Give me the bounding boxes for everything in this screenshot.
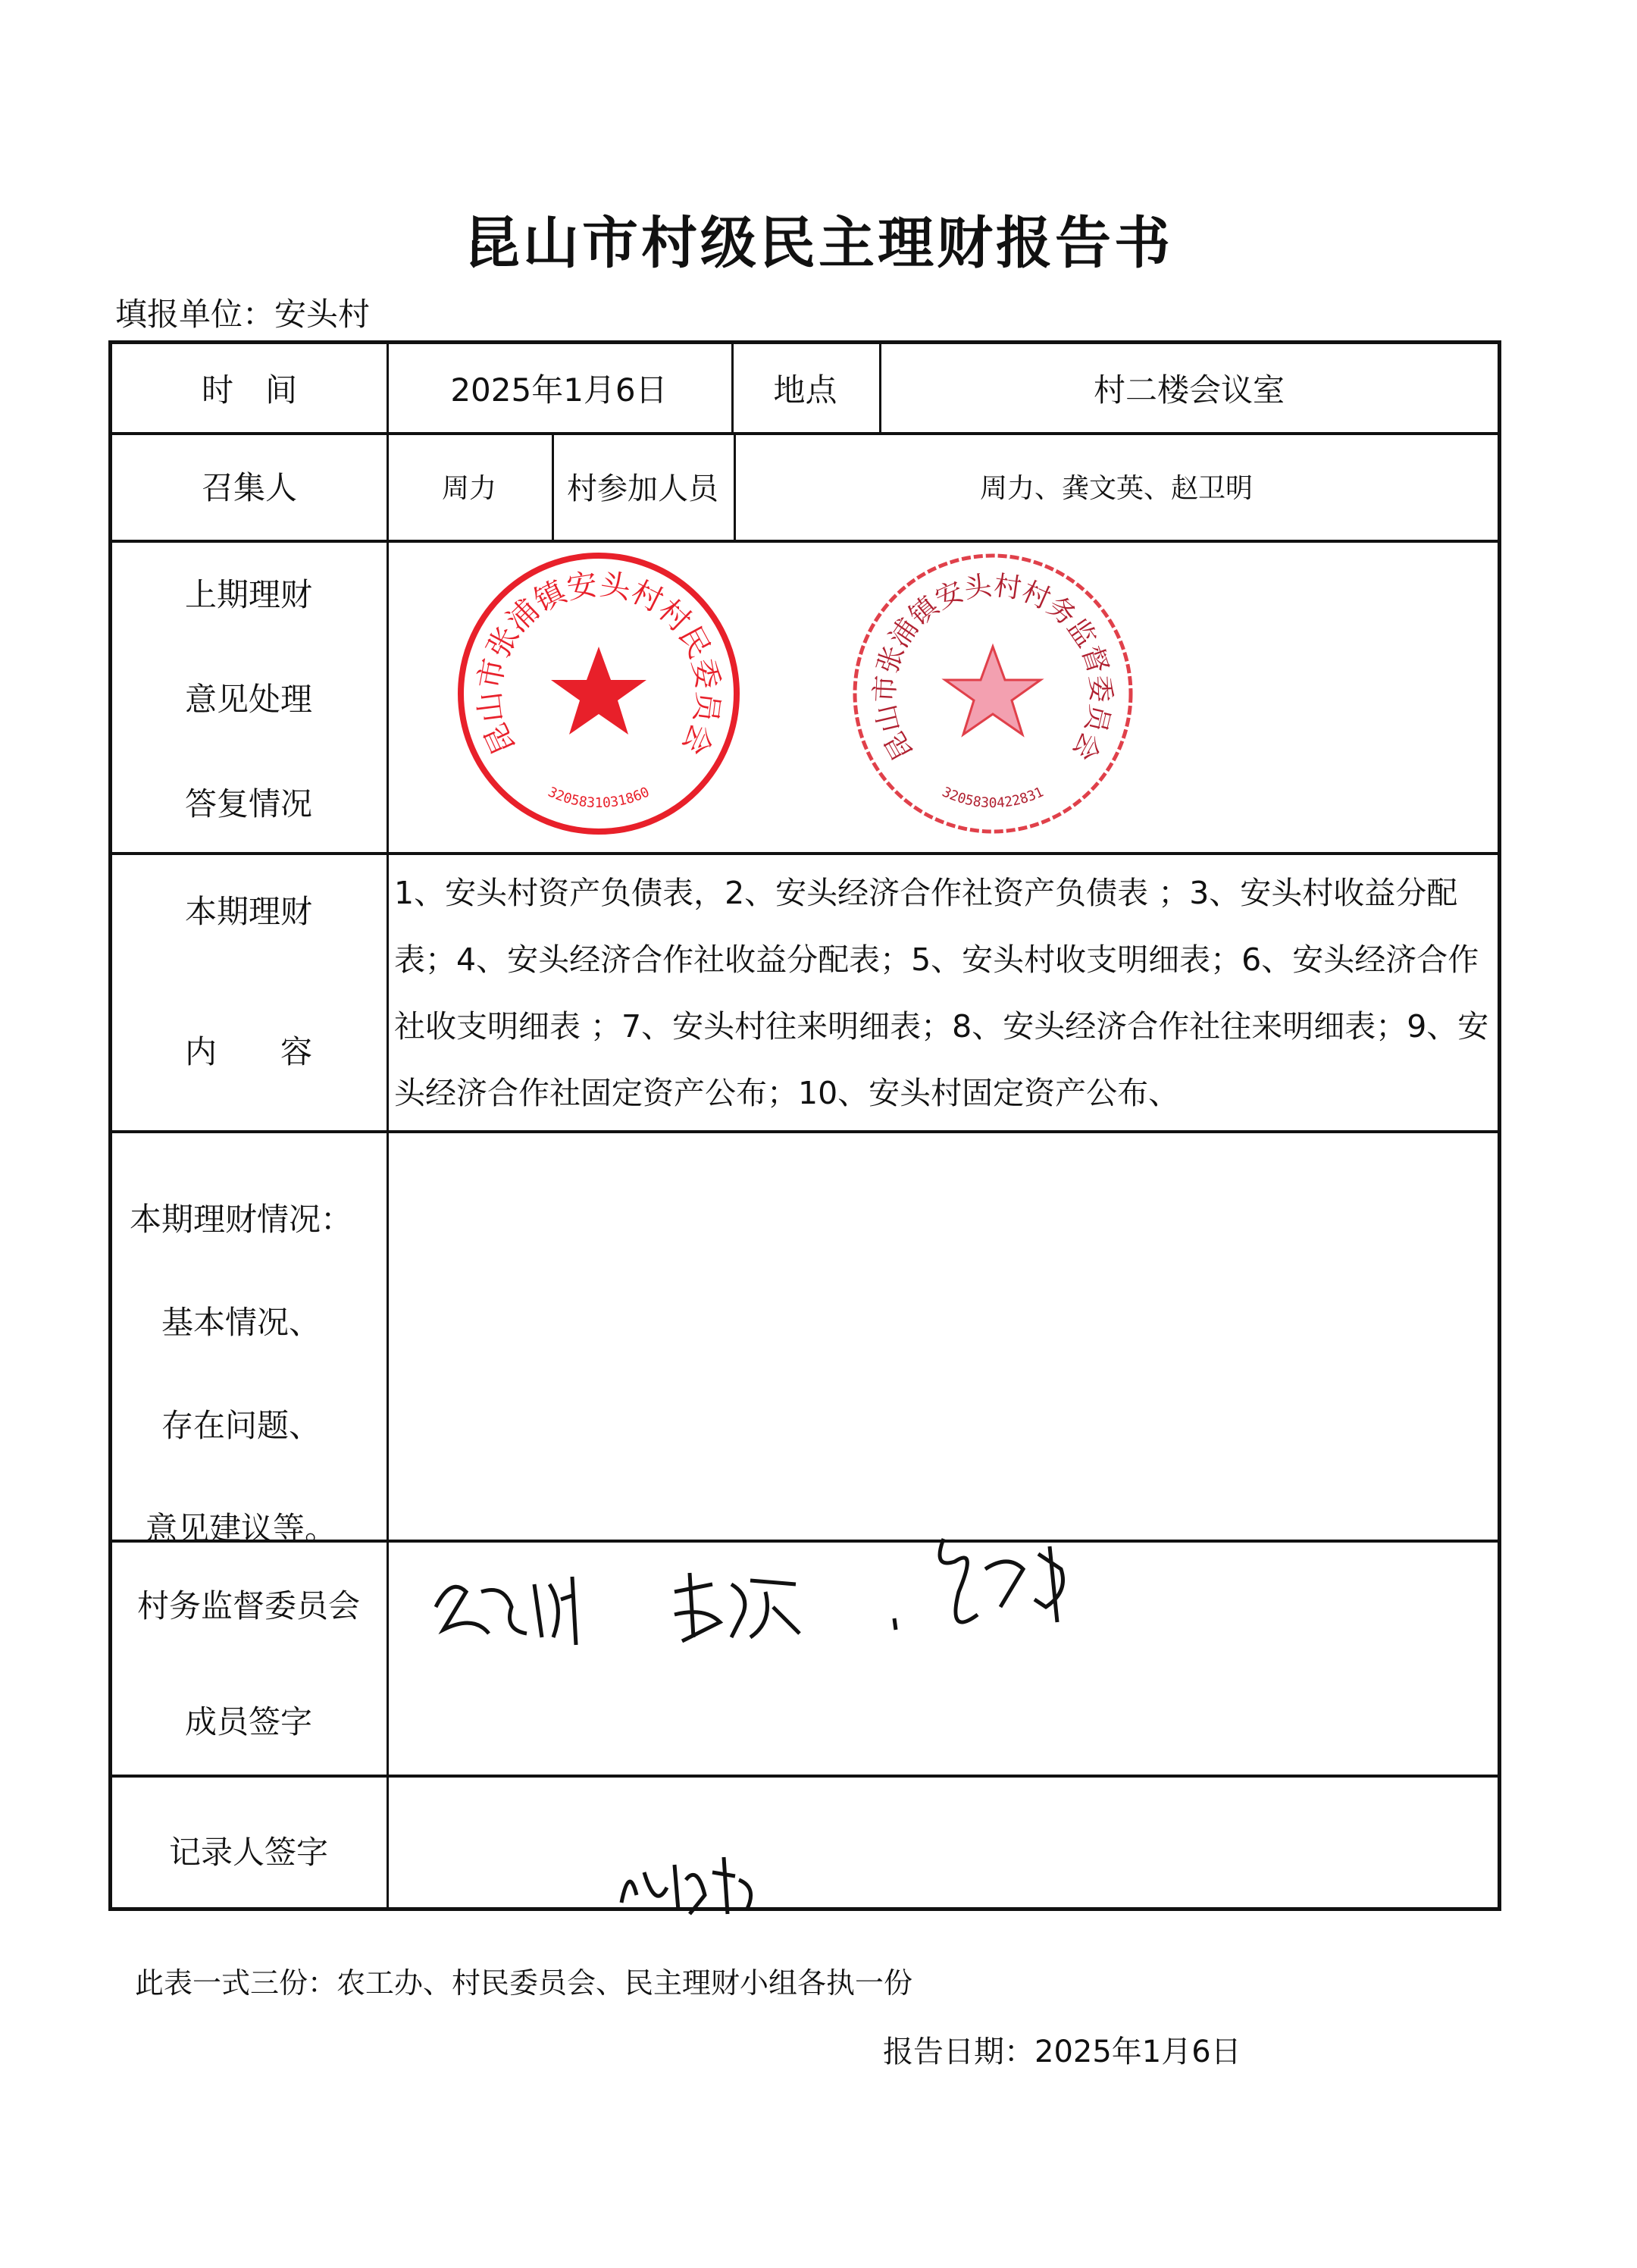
report-date-value: 2025年1月6日	[1034, 2035, 1241, 2069]
convener-value: 周力	[441, 472, 496, 504]
situation-label-1: 本期理财情况：	[129, 1201, 352, 1238]
reporting-unit	[115, 290, 370, 335]
footer-note: 此表一式三份：农工办、村民委员会、民主理财小组各执一份	[135, 1966, 913, 2000]
seal-text: 昆山市张浦镇安头村村民委员会	[471, 567, 726, 760]
village-committee-seal	[455, 550, 743, 838]
participants-label: 村参加人员	[567, 471, 718, 506]
current-label-1: 本期理财	[184, 893, 312, 930]
time-label: 时 间	[201, 371, 297, 409]
divider	[112, 1775, 1498, 1778]
time-value: 2025年1月6日	[450, 371, 668, 409]
situation-label-4: 意见建议等。	[145, 1510, 336, 1547]
supervision-committee-seal	[849, 550, 1137, 838]
svg-text:3205830422831	[940, 784, 1046, 811]
current-content: 1、安头村资产负债表，2、安头经济合作社资产负债表 ；3、安头村收益分配表；4、安头经济合作社收益分配表；5、安头村收支明细表；6、安头经济合作社收支明细表 ；7、安头村往来明细表；8、安头经济合作社往来明细表；9、安头经济合作社固定资产公布；10、安头村固定资产公布、	[394, 875, 1489, 1111]
star-icon	[551, 647, 646, 735]
supervision-label-2: 成员签字	[184, 1703, 312, 1740]
situation-label-2: 基本情况、	[161, 1304, 321, 1341]
reporting-unit-label: 填报单位：	[115, 296, 275, 333]
recorder-label: 记录人签字	[168, 1834, 328, 1871]
report-date	[883, 2028, 1241, 2071]
divider	[112, 852, 1498, 855]
signature-zhao-weiming	[421, 1562, 603, 1652]
place-value: 村二楼会议室	[1093, 371, 1285, 409]
previous-label-3: 答复情况	[184, 785, 312, 822]
place-label: 地点	[773, 371, 837, 409]
previous-label-1: 上期理财	[184, 576, 312, 613]
divider	[387, 344, 389, 1907]
situation-label-3: 存在问题、	[161, 1407, 321, 1444]
convener-label: 召集人	[201, 469, 297, 506]
supervision-label-1: 村务监督委员会	[136, 1587, 360, 1624]
previous-label-2: 意见处理	[184, 681, 312, 718]
current-label-2: 内 容	[184, 1033, 312, 1070]
seal-code: 3205830422831	[939, 784, 1047, 812]
divider	[112, 1130, 1498, 1133]
seal-code: 3205831031860	[545, 784, 653, 812]
seal-text: 昆山市张浦镇安头村村务监督委员会	[869, 570, 1116, 766]
star-icon	[945, 647, 1041, 735]
report-date-label: 报告日期：	[883, 2035, 1034, 2069]
page-title: 昆山市村级民主理财报告书	[464, 211, 1173, 276]
signature-recorder	[614, 1850, 765, 1918]
svg-text:3205831031860	[546, 784, 652, 811]
participants-value: 周力、龚文英、赵卫明	[979, 472, 1253, 504]
report-table	[108, 340, 1501, 1911]
divider	[112, 540, 1498, 543]
reporting-unit-value: 安头村	[274, 296, 371, 333]
signature-zhou-li	[887, 1524, 1084, 1652]
signature-gong-wenying	[659, 1562, 811, 1652]
